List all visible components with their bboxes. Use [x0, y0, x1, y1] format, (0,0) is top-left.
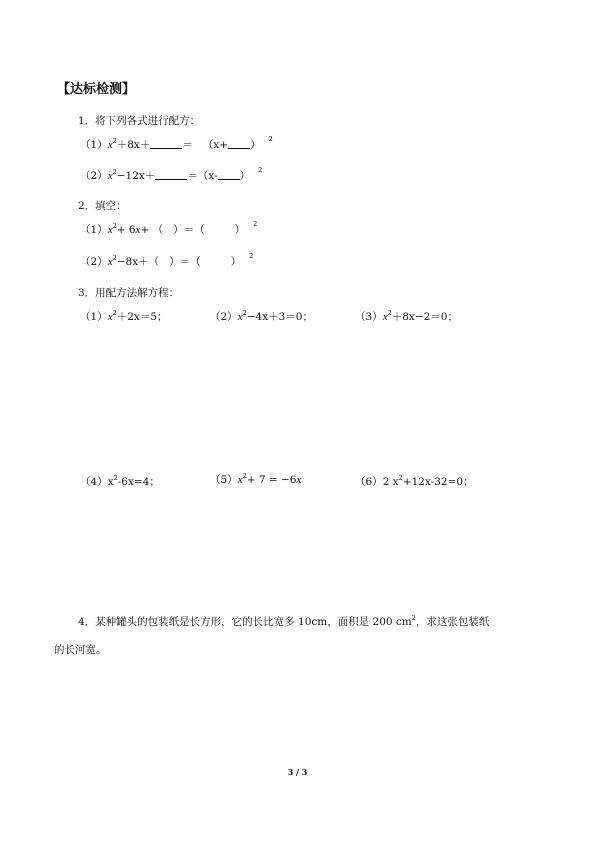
answer-blank[interactable]	[218, 170, 240, 180]
q3-item-4	[80, 474, 160, 489]
exponent: 2	[112, 222, 117, 230]
exponent: 2	[268, 135, 273, 143]
equation-rest: ＋8x−2＝0；	[391, 311, 458, 323]
exponent: 2	[113, 474, 118, 482]
q2-item-2	[80, 254, 253, 269]
item-number: （4）	[80, 476, 108, 488]
answer-blank[interactable]	[155, 170, 187, 180]
q1-item-2	[80, 168, 262, 183]
item-number: （1）	[80, 224, 108, 236]
equals: ＝（x-	[187, 170, 218, 182]
right-close: ）	[239, 170, 251, 182]
right-close: ）	[234, 224, 246, 236]
q4-text-b: ，求这张包装纸	[415, 616, 490, 628]
variable: x	[107, 139, 113, 151]
right-open: （x+	[202, 139, 229, 151]
item-number: （5）	[210, 474, 238, 486]
q4-text-a: 4．某种罐头的包装纸是长方形，它的长比宽多 10cm，面积是 200 cm	[78, 616, 412, 628]
item-number: （3）	[355, 311, 383, 323]
equation-rest: −4x＋3＝0；	[246, 311, 313, 323]
item-number: （1）	[80, 139, 108, 151]
item-number: （1）	[80, 311, 108, 323]
q2-stem: 2．填空：	[78, 200, 127, 212]
variable: x	[107, 224, 113, 236]
item-number: （2）	[210, 311, 238, 323]
q1-item-1	[80, 137, 273, 152]
exponent: 2	[411, 614, 416, 622]
equation-rest: -6x=4；	[117, 476, 160, 488]
term: ＋8x＋	[116, 139, 151, 151]
exponent: 2	[112, 254, 117, 262]
variable: x	[237, 474, 243, 486]
q3-item-2	[210, 309, 313, 324]
q3-item-5	[210, 472, 301, 487]
exponent: 2	[249, 252, 254, 260]
variable: x	[107, 311, 113, 323]
variable: x	[107, 476, 114, 488]
exponent: 2	[112, 137, 117, 145]
exponent: 2	[242, 472, 247, 480]
exponent: 2	[112, 309, 117, 317]
equation-rest: +12x-32=0；	[402, 476, 474, 488]
right-close: ）	[250, 139, 261, 151]
item-number: （2）	[80, 256, 108, 268]
exponent: 2	[258, 166, 263, 174]
q3-item-6	[355, 474, 474, 489]
item-number: （2）	[80, 170, 108, 182]
exponent: 2	[112, 168, 117, 176]
variable: x	[237, 311, 243, 323]
exponent: 2	[398, 474, 403, 482]
variable: x	[382, 311, 388, 323]
term: ）＝（	[169, 256, 201, 268]
q2-item-1	[80, 222, 257, 237]
coefficient-variable: 2 x	[382, 476, 399, 488]
equals: ＝	[182, 139, 193, 151]
variable: x	[107, 170, 113, 182]
q3-stem: 3．用配方法解方程：	[78, 287, 180, 299]
equation-rest: + 7 = −6	[246, 474, 297, 486]
term: ）＝（	[173, 224, 205, 236]
item-number: （6）	[355, 476, 383, 488]
variable: x	[296, 474, 302, 486]
answer-blank[interactable]	[228, 139, 250, 149]
exponent: 2	[387, 309, 392, 317]
term: −8x＋（	[116, 256, 160, 268]
exponent: 2	[242, 309, 247, 317]
term: −12x＋	[116, 170, 156, 182]
q3-item-1	[80, 309, 168, 324]
q3-item-3	[355, 309, 458, 324]
page-number: 3 / 3	[287, 767, 308, 777]
right-close: ）	[230, 256, 242, 268]
exponent: 2	[253, 220, 258, 228]
variable: x	[135, 224, 141, 236]
term: + （	[140, 224, 164, 236]
section-title: 【达标检测】	[57, 82, 136, 97]
q4-line-1	[78, 614, 489, 629]
variable: x	[107, 256, 113, 268]
equation-rest: ＋2x＝5；	[116, 311, 168, 323]
answer-blank[interactable]	[150, 139, 182, 149]
q1-stem: 1．将下列各式进行配方：	[78, 115, 201, 127]
q4-line-2: 的长河宽。	[54, 644, 107, 656]
term: + 6	[116, 224, 136, 236]
